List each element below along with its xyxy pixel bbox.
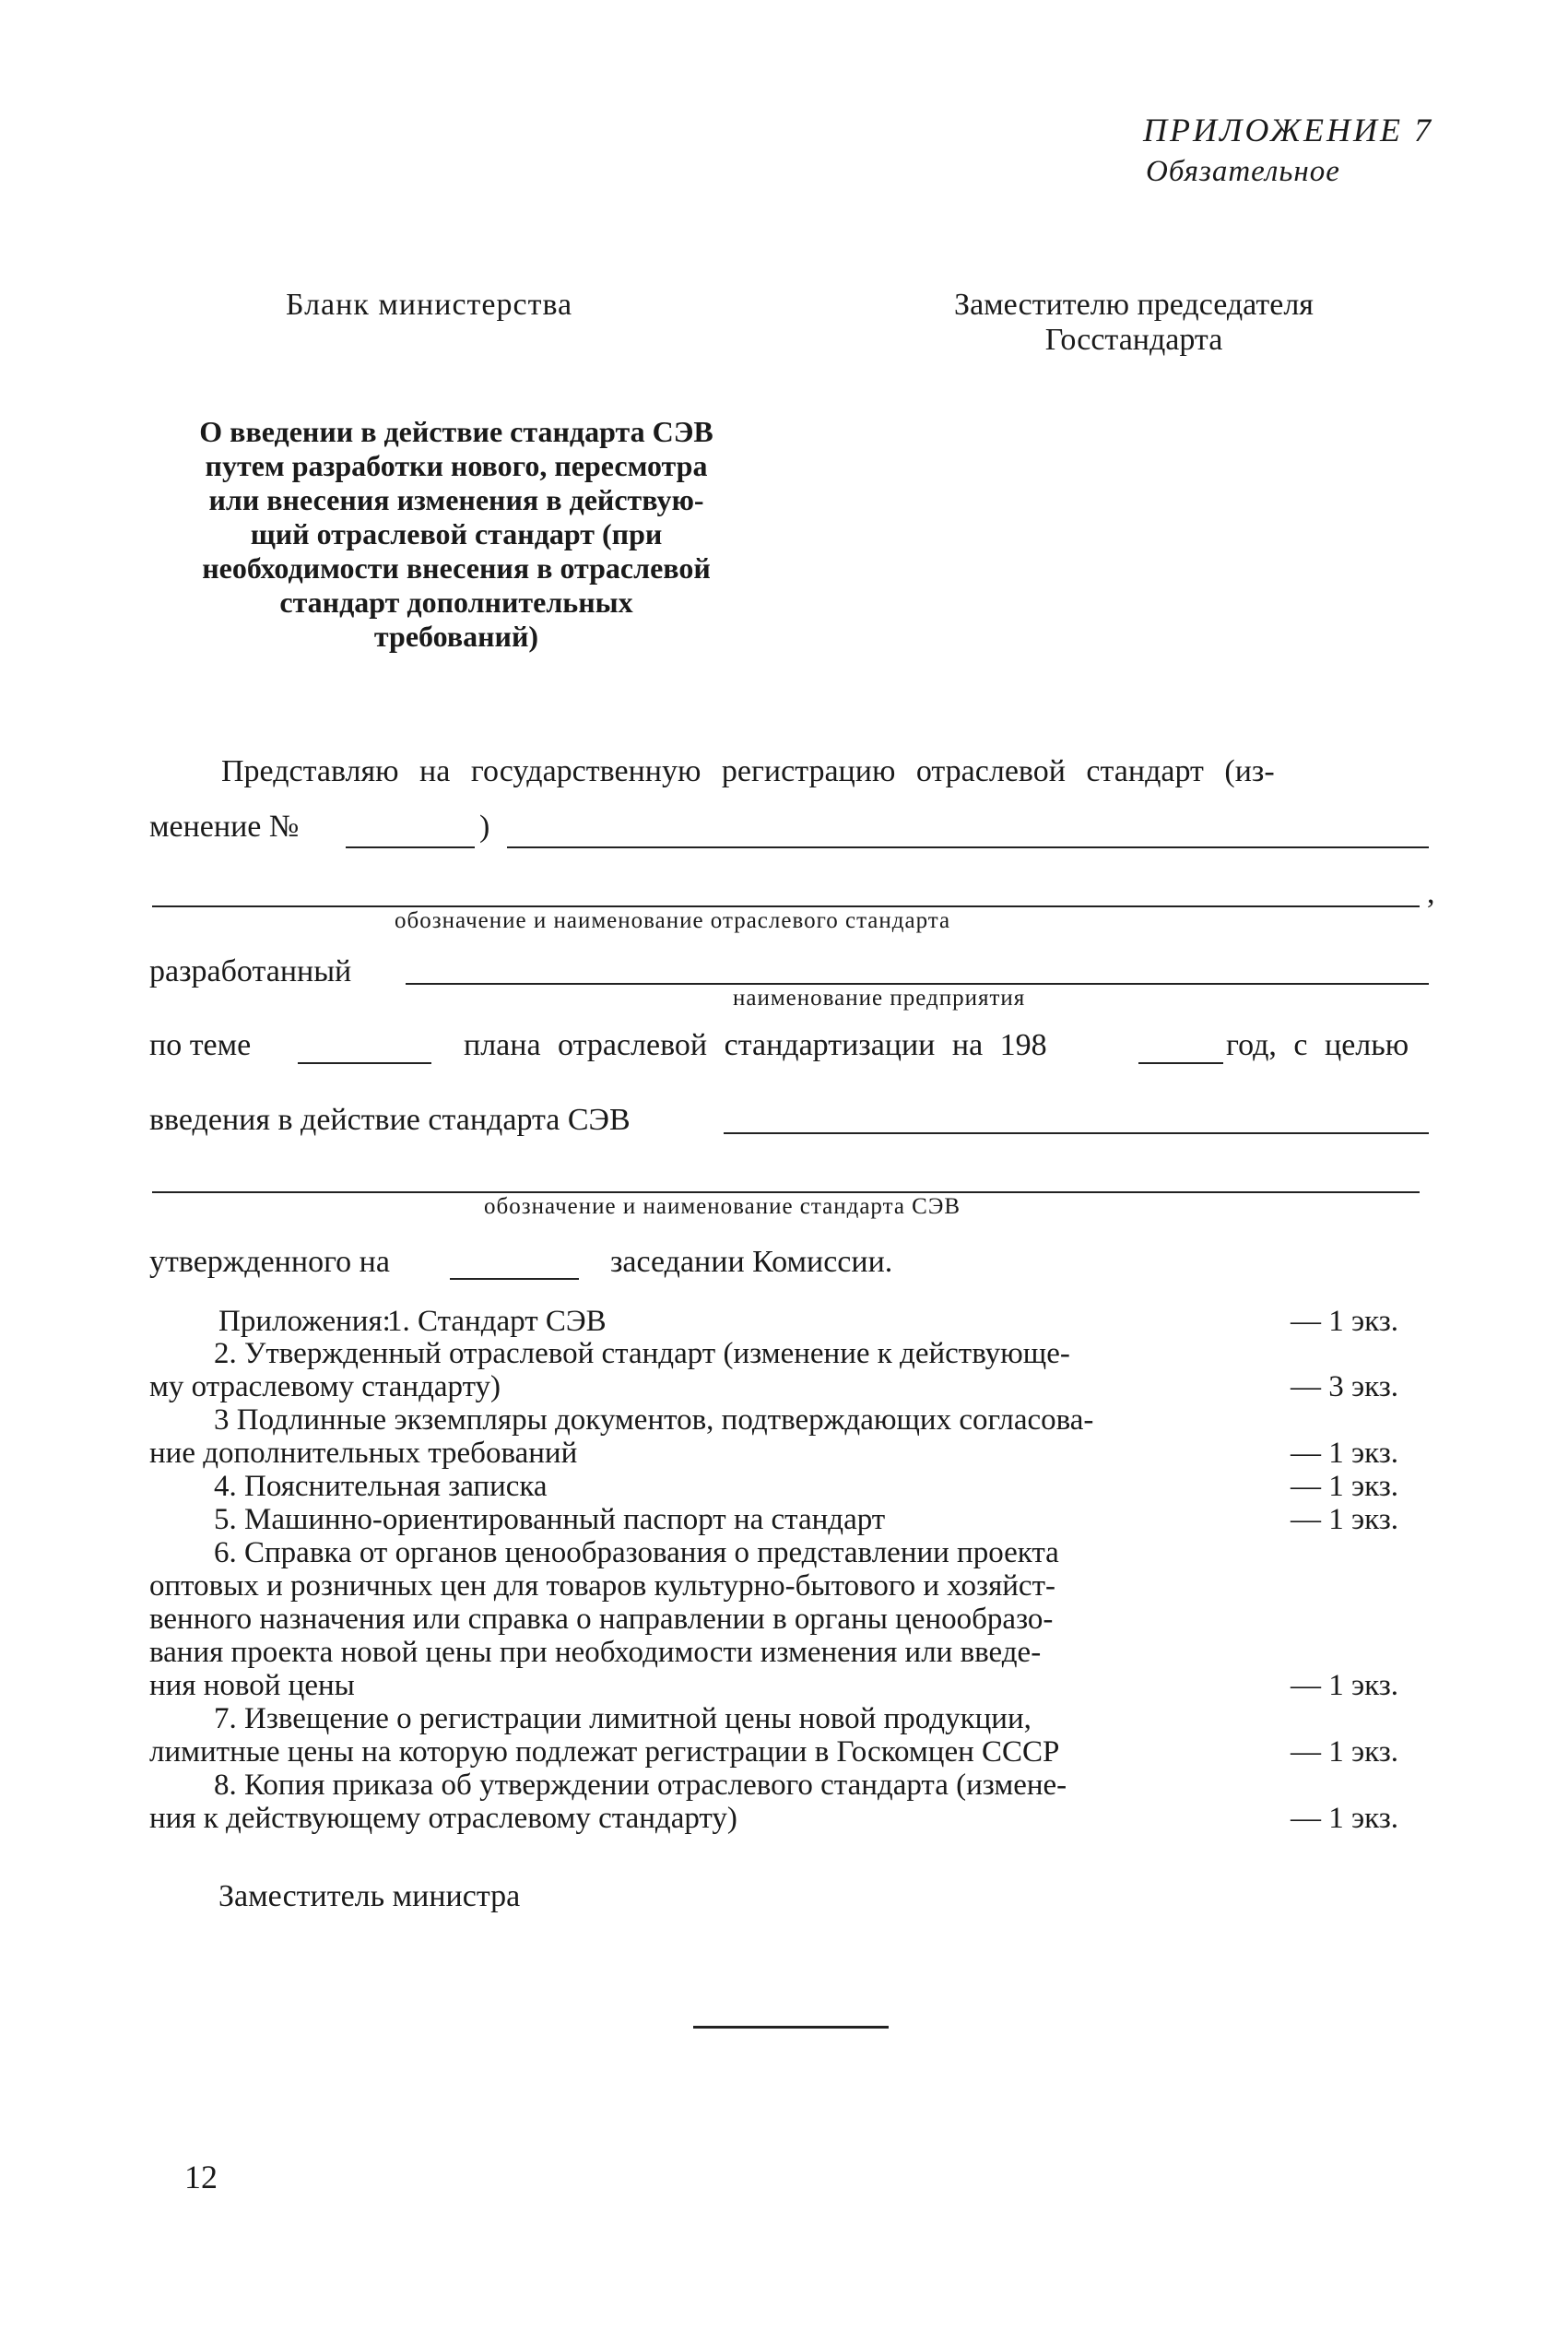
approved-label: утвержденного на: [149, 1245, 390, 1279]
cmea-standard-blank-1[interactable]: [724, 1132, 1429, 1134]
attachment-line: 5. Машинно-ориентированный паспорт на стандарт: [214, 1503, 886, 1536]
attachment-line: ния новой цены: [149, 1669, 355, 1702]
attachment-line: венного назначения или справка о направлении в органы ценообразо-: [149, 1603, 1054, 1636]
addressee: [885, 288, 1383, 358]
comma: ,: [1427, 876, 1435, 910]
addressee-line: Заместителю председателя: [954, 288, 1314, 322]
attachment-line: му отраслевому стандарту): [149, 1370, 501, 1403]
subject-line: или внесения изменения в действую-: [208, 483, 704, 516]
cmea-standard-blank-2[interactable]: [152, 1191, 1420, 1193]
plan-text: плана отраслевой стандартизации на 198: [464, 1028, 1047, 1062]
subject-line: путем разработки нового, пересмотра: [205, 449, 708, 482]
attachment-qty: — 1 экз.: [1291, 1735, 1399, 1769]
attachment-qty: — 1 экз.: [1291, 1669, 1399, 1702]
subject-line: О введении в действие стандарта СЭВ: [199, 415, 713, 448]
standard-title-caption: обозначение и наименование отраслевого стандарта: [395, 908, 951, 933]
cmea-standard-caption: обозначение и наименование стандарта СЭВ: [484, 1194, 961, 1219]
end-rule: [693, 2026, 889, 2029]
appendix-title: ПРИЛОЖЕНИЕ 7: [1143, 112, 1433, 148]
meeting-text: заседании Комиссии.: [610, 1245, 893, 1279]
attachment-line: ние дополнительных требований: [149, 1437, 578, 1470]
subject-line: щий отраслевой стандарт (при: [250, 517, 663, 550]
purpose-text: год, с целью: [1226, 1028, 1409, 1062]
attachment-line: оптовых и розничных цен для товаров культурно-бытового и хозяйст-: [149, 1569, 1055, 1603]
form-line-1: Представляю на государственную регистрацию отраслевой стандарт (из-: [221, 754, 1275, 788]
year-blank[interactable]: [1138, 1062, 1223, 1064]
attachment-qty: — 1 экз.: [1291, 1470, 1399, 1503]
page-number: 12: [184, 2159, 218, 2195]
letter-subject: [147, 415, 765, 654]
addressee-line: Госстандарта: [1044, 323, 1223, 357]
change-number-blank[interactable]: [346, 846, 475, 848]
topic-label: по теме: [149, 1028, 252, 1062]
attachment-line: вания проекта новой цены при необходимости изменения или введе-: [149, 1636, 1042, 1669]
attachment-line: 2. Утвержденный отраслевой стандарт (изменение к действующе-: [214, 1337, 1070, 1370]
attachment-line: 3 Подлинные экземпляры документов, подтверждающих согласова-: [214, 1403, 1094, 1437]
attachment-line: 1. Стандарт СЭВ: [387, 1305, 607, 1338]
enterprise-caption: наименование предприятия: [733, 986, 1026, 1011]
change-number-label: менение №: [149, 810, 300, 844]
paren-close: ): [479, 810, 490, 844]
developed-label: разработанный: [149, 954, 352, 988]
subject-line: стандарт дополнительных: [279, 586, 633, 619]
letterhead-label: Бланк министерства: [286, 288, 573, 322]
attachment-line: лимитные цены на которую подлежат регистрации в Госкомцен СССР: [149, 1735, 1060, 1769]
attachment-line: 6. Справка от органов ценообразования о представлении проекта: [214, 1536, 1059, 1569]
appendix-status: Обязательное: [1146, 155, 1340, 188]
attachment-qty: — 1 экз.: [1291, 1802, 1399, 1835]
subject-line: необходимости внесения в отраслевой: [202, 551, 711, 585]
attachment-line: 7. Извещение о регистрации лимитной цены новой продукции,: [214, 1702, 1032, 1735]
attachment-qty: — 3 экз.: [1291, 1370, 1399, 1403]
subject-line: требований): [373, 620, 539, 653]
standard-title-blank-2[interactable]: [152, 905, 1420, 907]
attachments-heading: Приложения:: [218, 1305, 391, 1338]
attachment-qty: — 1 экз.: [1291, 1437, 1399, 1470]
topic-blank[interactable]: [298, 1062, 431, 1064]
intro-text: введения в действие стандарта СЭВ: [149, 1103, 631, 1137]
attachment-line: 4. Пояснительная записка: [214, 1470, 548, 1503]
attachment-qty: — 1 экз.: [1291, 1503, 1399, 1536]
enterprise-blank[interactable]: [406, 983, 1429, 985]
attachment-line: 8. Копия приказа об утверждении отраслевого стандарта (измене-: [214, 1769, 1067, 1802]
meeting-blank[interactable]: [450, 1278, 579, 1280]
standard-title-blank-1[interactable]: [507, 846, 1429, 848]
attachment-line: ния к действующему отраслевому стандарту): [149, 1802, 737, 1835]
signatory-title: Заместитель министра: [218, 1879, 521, 1913]
attachment-qty: — 1 экз.: [1291, 1305, 1399, 1338]
